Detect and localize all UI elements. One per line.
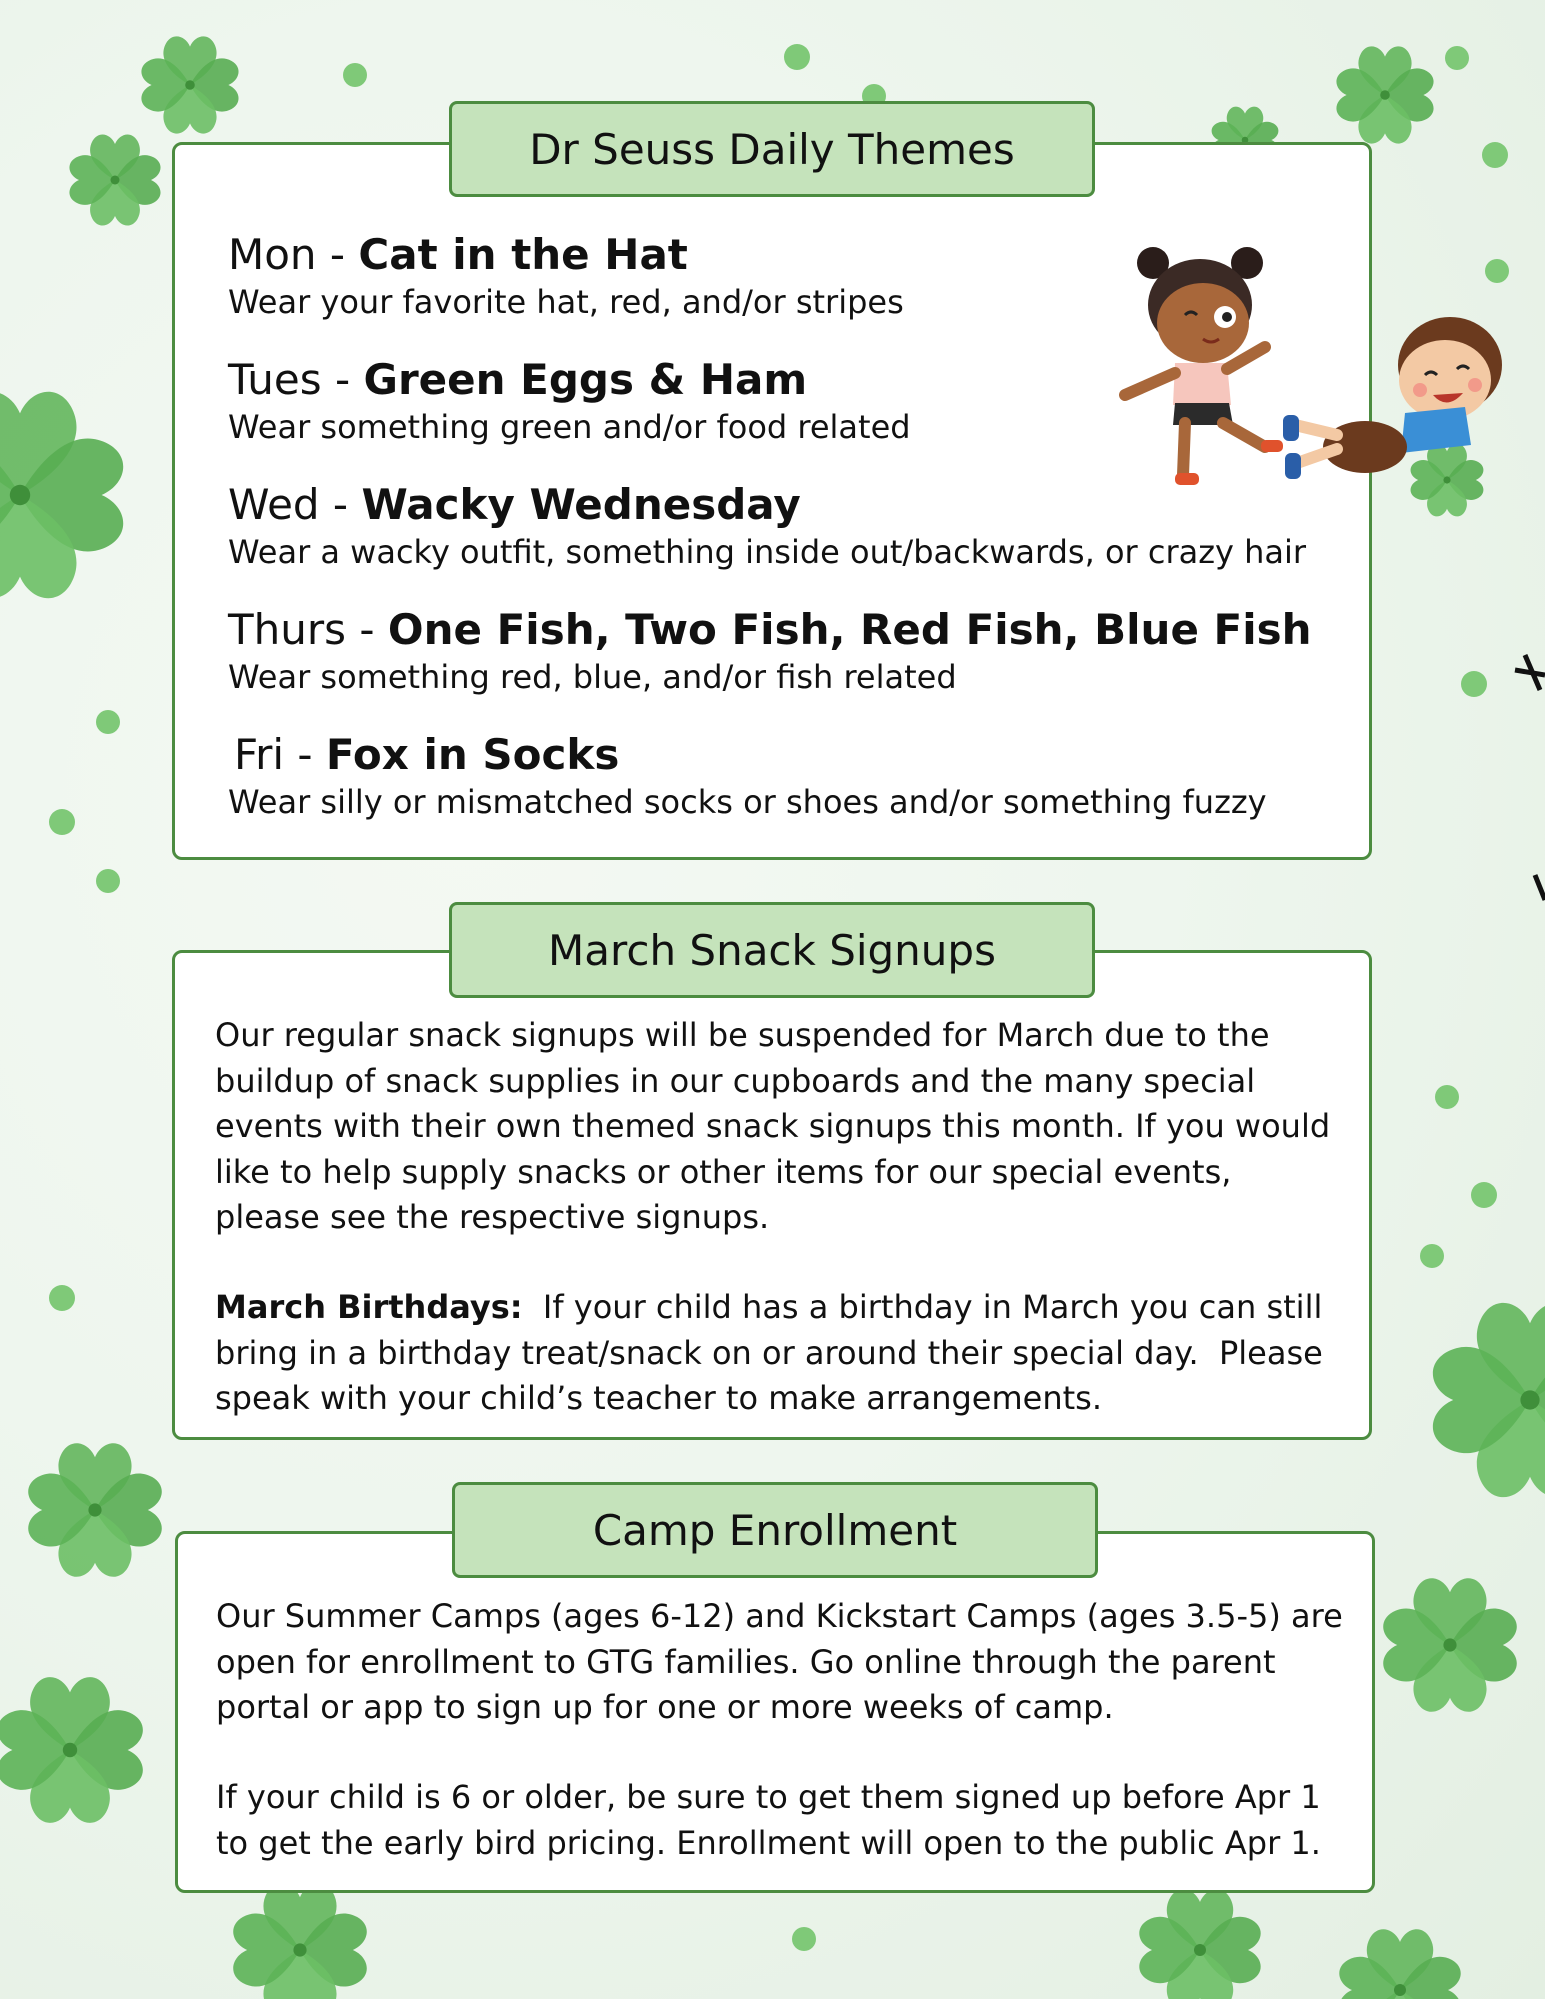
birthdays-label: March Birthdays: bbox=[215, 1288, 523, 1326]
dot-icon bbox=[1445, 46, 1469, 70]
dot-icon bbox=[1461, 671, 1487, 697]
themes-panel bbox=[172, 142, 1372, 860]
clover-icon bbox=[233, 1883, 367, 1999]
day-label: Tues bbox=[228, 355, 322, 404]
theme-description: Wear something green and/or food related bbox=[228, 408, 911, 446]
theme-name: Cat in the Hat bbox=[358, 230, 688, 279]
dot-icon bbox=[784, 44, 810, 70]
birthdays-paragraph bbox=[215, 1285, 1345, 1422]
kids-illustration bbox=[1115, 235, 1535, 505]
clover-icon bbox=[1336, 46, 1433, 143]
girl-figure bbox=[1125, 247, 1283, 485]
camp-enrollment-panel bbox=[175, 1531, 1375, 1893]
snack-signups-panel bbox=[172, 950, 1372, 1440]
clover-icon bbox=[0, 392, 123, 598]
clover-icon bbox=[1139, 1889, 1260, 1999]
theme-description: Wear silly or mismatched socks or shoes and/or something fuzzy bbox=[228, 783, 1267, 821]
day-label: Mon bbox=[228, 230, 317, 279]
themes-title: Dr Seuss Daily Themes bbox=[449, 101, 1095, 197]
day-label: Wed bbox=[228, 480, 320, 529]
dot-icon bbox=[343, 63, 367, 87]
theme-name: Fox in Socks bbox=[325, 730, 620, 779]
dot-icon bbox=[1471, 1182, 1497, 1208]
day-label: Thurs bbox=[228, 605, 347, 654]
theme-day-tues: Tues - Green Eggs & Ham Wear something green and/or food related bbox=[228, 355, 911, 446]
doodle-icon bbox=[1515, 655, 1545, 690]
dot-icon bbox=[792, 1927, 816, 1951]
dot-icon bbox=[49, 1285, 75, 1311]
dot-icon bbox=[1482, 142, 1508, 168]
clover-icon bbox=[1339, 1929, 1460, 1999]
birthdays-text: If your child has a birthday in March you can still bring in a birthday treat/snack on or around their special day. Please speak with your child’s teacher to make arrangements. bbox=[215, 1288, 1333, 1417]
snack-signups-title: March Snack Signups bbox=[449, 902, 1095, 998]
camp-enrollment-title: Camp Enrollment bbox=[452, 1482, 1098, 1578]
dot-icon bbox=[96, 710, 120, 734]
theme-description: Wear your favorite hat, red, and/or stripes bbox=[228, 283, 904, 321]
camp-paragraph-2: If your child is 6 or older, be sure to get them signed up before Apr 1 to get the early bird pricing. Enrollment will open to the public Apr 1. bbox=[216, 1778, 1321, 1862]
clover-icon bbox=[141, 36, 238, 133]
dot-icon bbox=[1420, 1244, 1444, 1268]
theme-day-thurs: Thurs - One Fish, Two Fish, Red Fish, Blue Fish Wear something red, blue, and/or fish related bbox=[228, 605, 1312, 696]
theme-day-fri: Fri - Fox in Socks Wear silly or mismatched socks or shoes and/or something fuzzy bbox=[228, 730, 1267, 821]
doodle-icon bbox=[1535, 875, 1545, 900]
theme-name: Green Eggs & Ham bbox=[363, 355, 808, 404]
theme-name: One Fish, Two Fish, Red Fish, Blue Fish bbox=[387, 605, 1312, 654]
clover-icon bbox=[28, 1443, 162, 1577]
clover-icon bbox=[69, 134, 160, 225]
dot-icon bbox=[1435, 1085, 1459, 1109]
camp-paragraph-1: Our Summer Camps (ages 6-12) and Kickstart Camps (ages 3.5-5) are open for enrollment to GTG families. Go online through the parent portal or app to sign up for one or more weeks of camp. bbox=[216, 1597, 1343, 1726]
theme-description: Wear a wacky outfit, something inside out/backwards, or crazy hair bbox=[228, 533, 1307, 571]
snack-paragraph: Our regular snack signups will be suspended for March due to the buildup of snack supplies in our cupboards and the many special events with their own themed snack signups this month. If you would like to help supply snacks or other items for our special events, please see the respective signups. bbox=[215, 1016, 1331, 1236]
clover-icon bbox=[1383, 1578, 1517, 1712]
clover-icon bbox=[0, 1677, 143, 1823]
dot-icon bbox=[49, 809, 75, 835]
dot-icon bbox=[96, 869, 120, 893]
theme-description: Wear something red, blue, and/or fish related bbox=[228, 658, 957, 696]
theme-day-mon: Mon - Cat in the Hat Wear your favorite hat, red, and/or stripes bbox=[228, 230, 904, 321]
clover-icon bbox=[1433, 1303, 1545, 1497]
theme-day-wed: Wed - Wacky Wednesday Wear a wacky outfit, something inside out/backwards, or crazy hair bbox=[228, 480, 1307, 571]
boy-figure bbox=[1283, 317, 1502, 479]
day-label: Fri bbox=[234, 730, 285, 779]
theme-name: Wacky Wednesday bbox=[361, 480, 801, 529]
